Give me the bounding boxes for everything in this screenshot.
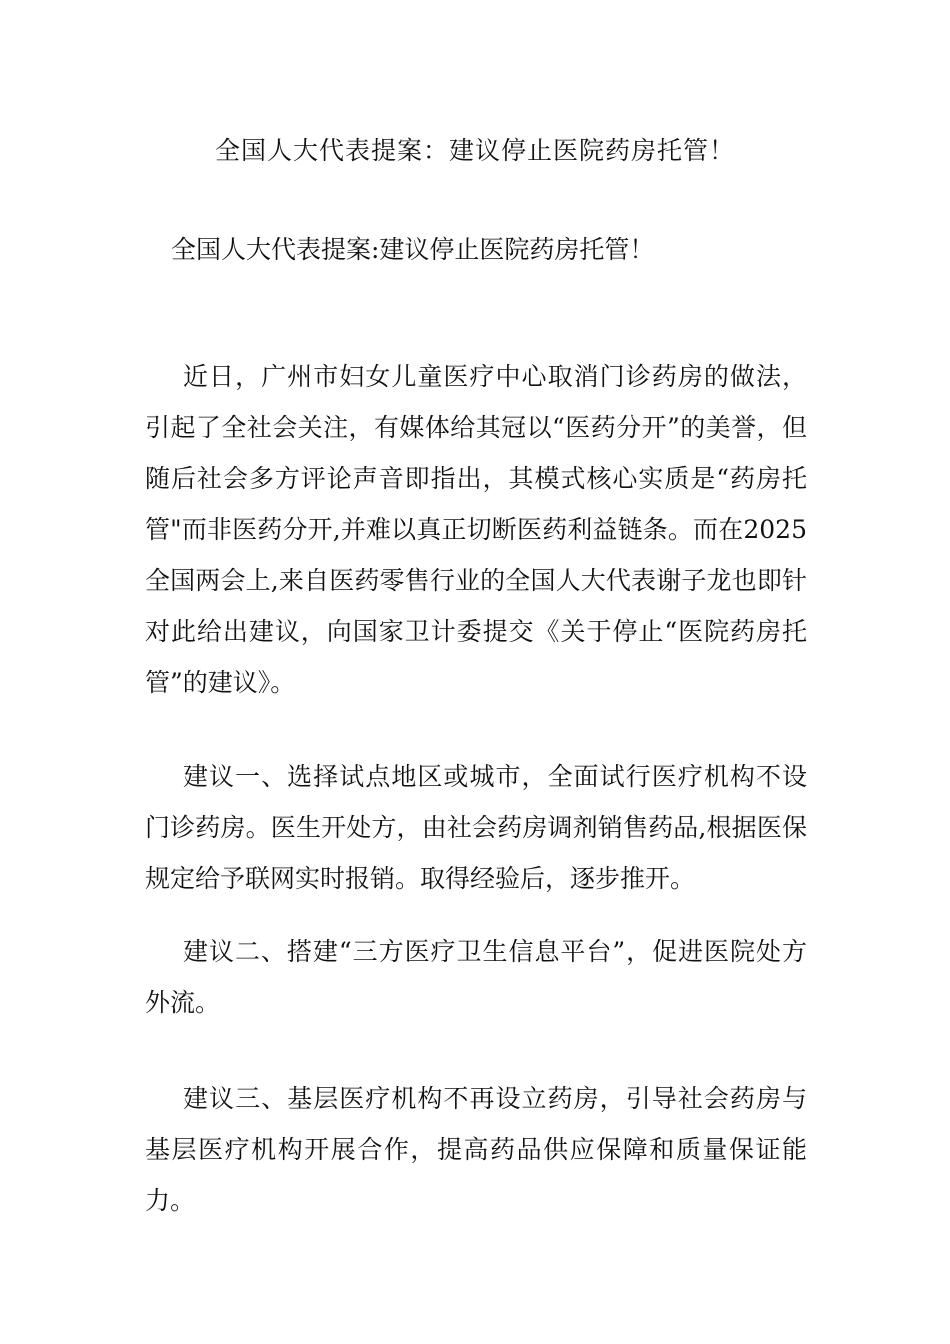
paragraph-suggestion-1: 建议一、选择试点地区或城市，全面试行医疗机构不设门诊药房。医生开处方，由社会药房调剂销售药品,根据医保规定给予联网实时报销。取得经验后，逐步推开。 xyxy=(145,762,807,893)
paragraph-suggestion-3: 建议三、基层医疗机构不再设立药房，引导社会药房与基层医疗机构开展合作，提高药品供应保障和质量保证能力。 xyxy=(145,1084,807,1215)
paragraph-intro: 近日，广州市妇女儿童医疗中心取消门诊药房的做法，引起了全社会关注，有媒体给其冠以“医药分开”的美誉，但随后社会多方评论声音即指出，其模式核心实质是“药房托管"而非医药分开,并难以真正切断医药利益链条。而在2025全国两会上,来自医药零售行业的全国人大代表谢子龙也即针对此给出建议，向国家卫计委提交《关于停止“医院药房托管”的建议》。 xyxy=(145,362,807,697)
paragraph-suggestion-2: 建议二、搭建“三方医疗卫生信息平台”，促进医院处方外流。 xyxy=(145,937,807,1017)
document-title: 全国人大代表提案：建议停止医院药房托管！ xyxy=(214,136,735,165)
document-subtitle: 全国人大代表提案:建议停止医院药房托管！ xyxy=(171,235,655,264)
